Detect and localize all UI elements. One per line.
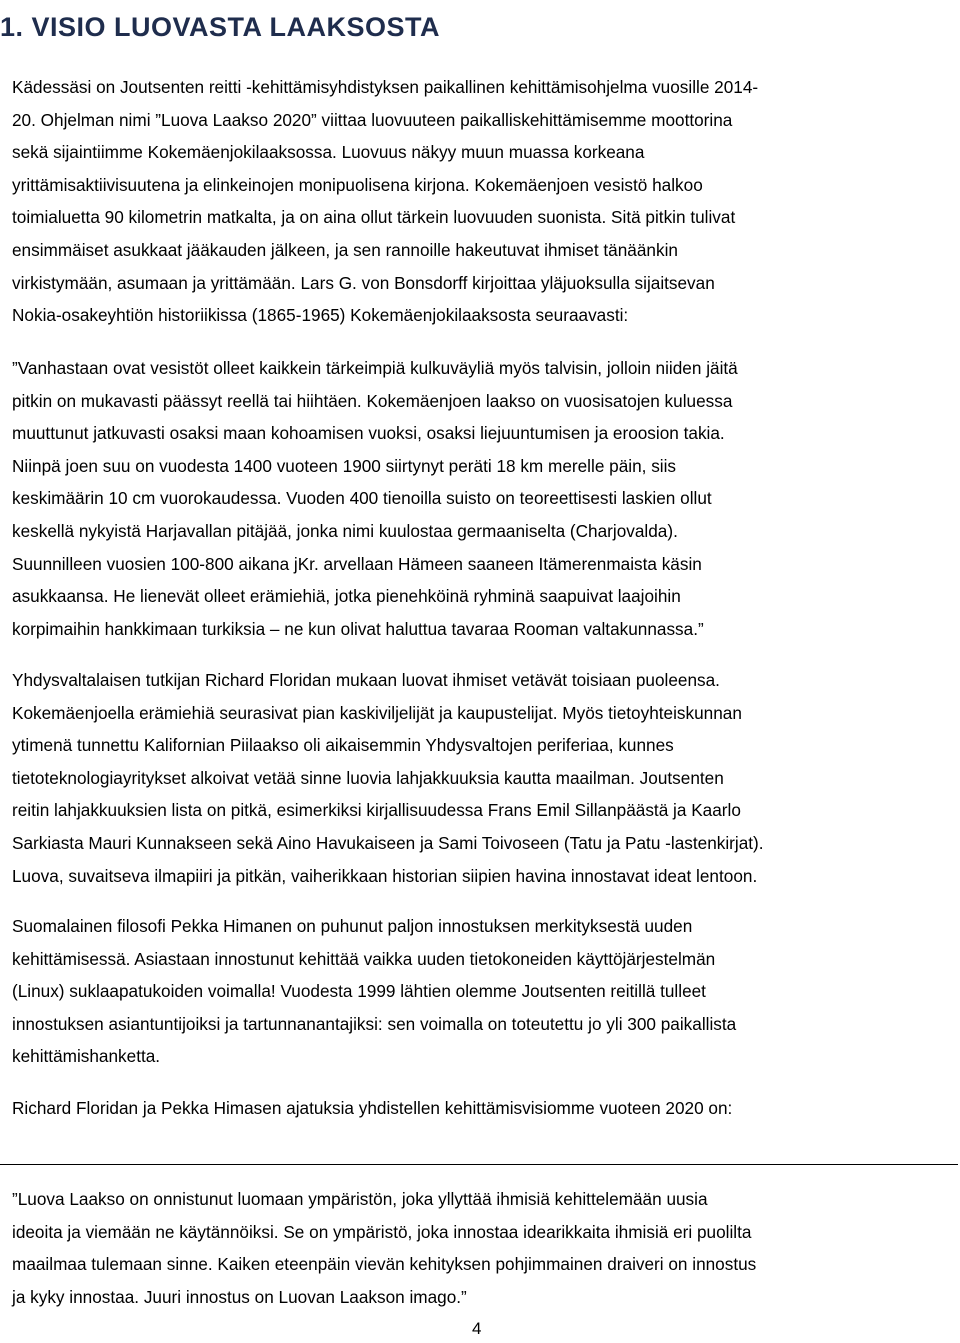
- text-line: (Linux) suklaapatukoiden voimalla! Vuodesta 1999 lähtien olemme Joutsenten reitillä tulleet: [12, 981, 706, 1002]
- vision-intro-paragraph: [12, 1092, 952, 1125]
- page-number: 4: [472, 1319, 482, 1338]
- text-line: ideoita ja viemään ne käytännöiksi. Se on ympäristö, joka innostaa idearikkaita ihmisiä eri puolilta: [12, 1221, 752, 1242]
- text-line: maailmaa tulemaan sinne. Kaiken eteenpäin vievän kehityksen pohjimmainen draiveri on innostus: [12, 1254, 757, 1275]
- vision-statement-box: [0, 1164, 958, 1325]
- text-line: keskellä nykyistä Harjavallan pitäjää, jonka nimi kuulostaa germaaniselta (Charjovalda).: [12, 520, 678, 541]
- text-line: toimialuetta 90 kilometrin matkalta, ja on aina ollut tärkein luovuuden suonista. Sitä pitkin tulivat: [12, 207, 736, 228]
- text-line: tietoteknologiayritykset alkoivat vetää sinne luovia lahjakkuuksia kautta maailman. Joutsenten: [12, 767, 724, 788]
- text-line: Kokemäenjoella erämiehiä seurasivat pian kaskiviljelijät ja kaupustelijat. Myös tietoyhteiskunnan: [12, 702, 742, 723]
- text-line: ensimmäiset asukkaat jääkauden jälkeen, ja sen rannoille hakeutuvat ihmiset tänäänkin: [12, 239, 678, 260]
- text-line: reitin lahjakkuuksien lista on pitkä, esimerkiksi kirjallisuudessa Frans Emil Sillanpäästä ja Kaarlo: [12, 800, 741, 821]
- text-line: muuttunut jatkuvasti osaksi maan kohoamisen vuoksi, osaksi liejuuntumisen ja eroosion takia.: [12, 423, 725, 444]
- text-line: Sarkiasta Mauri Kunnakseen sekä Aino Havukaiseen ja Sami Toivoseen (Tatu ja Patu -lastenkirjat).: [12, 832, 764, 853]
- quote-paragraph: [12, 352, 952, 645]
- text-line: Nokia-osakeyhtiön historiikissa (1865-1965) Kokemäenjokilaaksosta seuraavasti:: [12, 305, 629, 326]
- text-line: ”Vanhastaan ovat vesistöt olleet kaikkein tärkeimpiä kulkuväyliä myös talvisin, jolloin niiden jäitä: [12, 358, 738, 378]
- florida-paragraph: [12, 664, 952, 892]
- text-line: pitkin on mukavasti päässyt reellä tai hiihtäen. Kokemäenjoen laakso on vuosisatojen kuluessa: [12, 390, 733, 411]
- text-line: keskimäärin 10 cm vuorokaudessa. Vuoden 400 tienoilla suisto on teoreettisesti laskien ollut: [12, 488, 712, 509]
- text-line: asukkaansa. He lienevät olleet erämiehiä, jotka pienehköinä ryhminä saapuivat laajoihin: [12, 586, 681, 607]
- text-line: Luova, suvaitseva ilmapiiri ja pitkän, vaiherikkaan historian siipien havina innostavat ideat lentoon.: [12, 865, 758, 886]
- text-line: ja kyky innostaa. Juuri innostus on Luovan Laakson imago.”: [12, 1286, 467, 1307]
- vision-statement: [12, 1183, 952, 1313]
- text-line: Niinpä joen suu on vuodesta 1400 vuoteen 1900 siirtynyt peräti 18 km merelle päin, siis: [12, 455, 677, 476]
- text-line: innostuksen asiantuntijoiksi ja tartunnanantajiksi: sen voimalla on toteutettu jo yli 300 paikallista: [12, 1013, 737, 1034]
- intro-paragraph: [12, 71, 952, 332]
- text-line: sekä sijaintiimme Kokemäenjokilaaksossa. Luovuus näkyy muun muassa korkeana: [12, 142, 645, 163]
- text-line: ”Luova Laakso on onnistunut luomaan ympäristön, joka yllyttää ihmisiä kehittelemään uusia: [12, 1189, 708, 1209]
- text-line: kehittämishanketta.: [12, 1046, 161, 1067]
- section-heading: 1. VISIO LUOVASTA LAAKSOSTA: [0, 12, 441, 43]
- text-line: 20. Ohjelman nimi ”Luova Laakso 2020” viittaa luovuuteen paikalliskehittämisemme moottorina: [12, 109, 733, 130]
- text-line: Kädessäsi on Joutsenten reitti -kehittämisyhdistyksen paikallinen kehittämisohjelma vuosille 2014-: [12, 77, 759, 97]
- text-line: ytimenä tunnettu Kalifornian Piilaakso oli aikaisemmin Yhdysvaltojen periferiaa, kunnes: [12, 735, 674, 756]
- text-line: korpimaihin hankkimaan turkiksia – ne kun olivat haluttua tavaraa Rooman valtakunnassa.”: [12, 618, 704, 639]
- text-line: Suunnilleen vuosien 100-800 aikana jKr. arvellaan Hämeen saaneen Itämerenmaista käsin: [12, 553, 702, 574]
- text-line: Suomalainen filosofi Pekka Himanen on puhunut paljon innostuksen merkityksestä uuden: [12, 916, 693, 936]
- himanen-paragraph: [12, 910, 952, 1073]
- text-line: kehittämisessä. Asiastaan innostunut kehittää vaikka uuden tietokoneiden käyttöjärjestelmän: [12, 948, 716, 969]
- text-line: yrittämisaktiivisuutena ja elinkeinojen monipuolisena kirjona. Kokemäenjoen vesistö halkoo: [12, 174, 703, 195]
- text-line: Yhdysvaltalaisen tutkijan Richard Floridan mukaan luovat ihmiset vetävät toisiaan puoleensa.: [12, 670, 720, 690]
- text-line: virkistymään, asumaan ja yrittämään. Lars G. von Bonsdorff kirjoittaa yläjuoksulla sijaitsevan: [12, 272, 715, 293]
- text-line: Richard Floridan ja Pekka Himasen ajatuksia yhdistellen kehittämisvisiomme vuoteen 2020 on:: [12, 1098, 733, 1118]
